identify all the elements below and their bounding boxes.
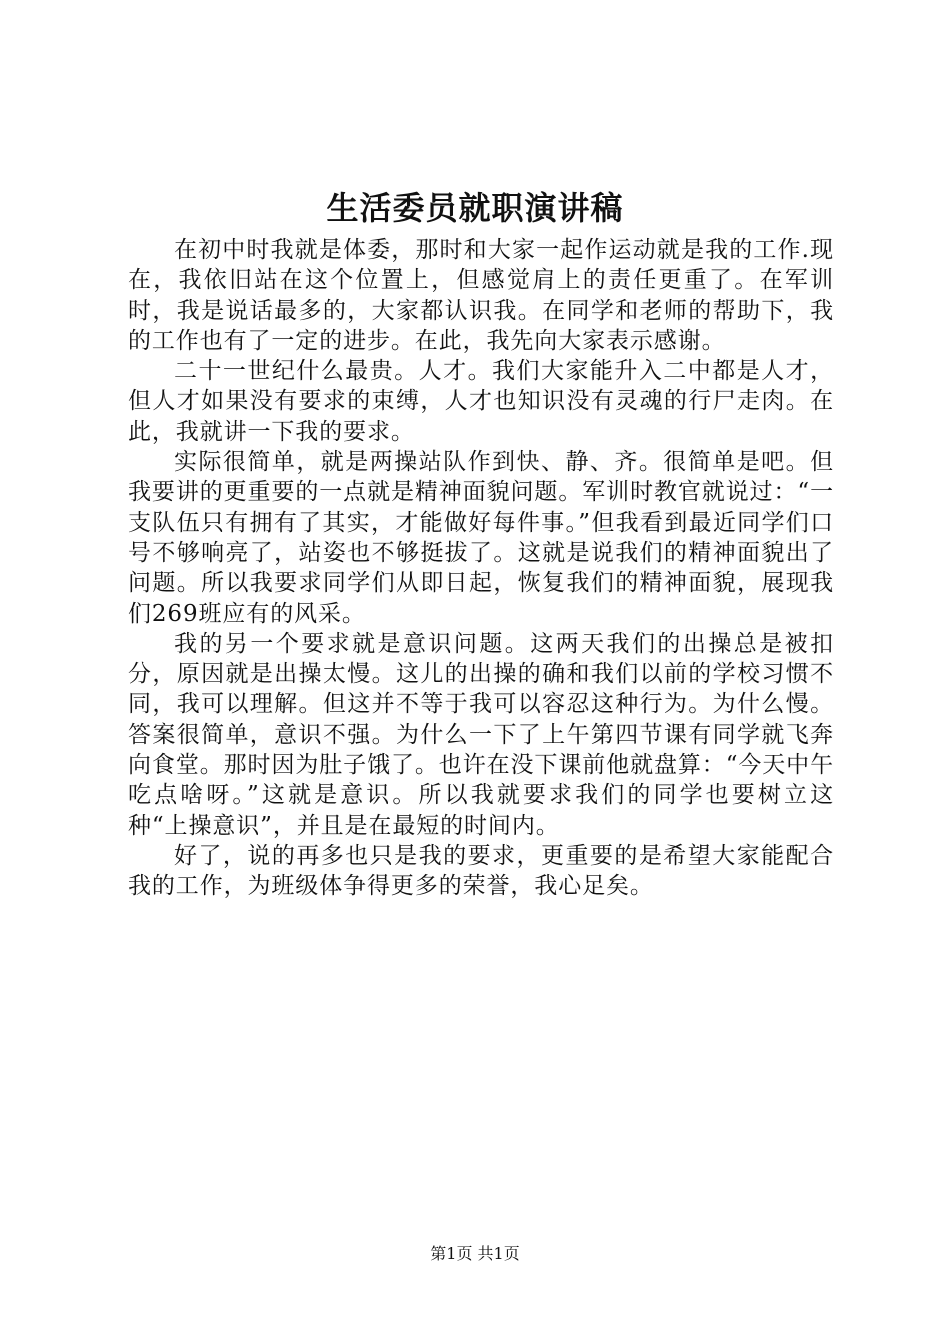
page-footer: 第1页 共1页 bbox=[430, 1244, 520, 1263]
paragraph-5: 好了，说的再多也只是我的要求，更重要的是希望大家能配合我的工作，为班级体争得更多的荣誉，我心足矣。 bbox=[128, 842, 834, 900]
paragraph-2: 二十一世纪什么最贵。人才。我们大家能升入二中都是人才，但人才如果没有要求的束缚，人才也知识没有灵魂的行尸走肉。在此，我就讲一下我的要求。 bbox=[128, 358, 834, 445]
paragraph-1: 在初中时我就是体委，那时和大家一起作运动就是我的工作.现在，我依旧站在这个位置上，但感觉肩上的责任更重了。在军训时，我是说话最多的，大家都认识我。在同学和老师的帮助下，我的工作也有了一定的进步。在此，我先向大家表示感谢。 bbox=[128, 237, 834, 354]
document-title: 生活委员就职演讲稿 bbox=[326, 189, 624, 227]
paragraph-3: 实际很简单，就是两操站队作到快、静、齐。很简单是吧。但我要讲的更重要的一点就是精神面貌问题。军训时教官就说过：“一支队伍只有拥有了其实，才能做好每件事。”但我看到最近同学们口号不够响亮了，站姿也不够挺拔了。这就是说我们的精神面貌出了问题。所以我要求同学们从即日起，恢复我们的精神面貌，展现我们269班应有的风采。 bbox=[128, 449, 834, 627]
paragraph-4: 我的另一个要求就是意识问题。这两天我们的出操总是被扣分，原因就是出操太慢。这儿的出操的确和我们以前的学校习惯不同，我可以理解。但这并不等于我可以容忍这种行为。为什么慢。答案很简单，意识不强。为什么一下了上午第四节课有同学就飞奔向食堂。那时因为肚子饿了。也许在没下课前他就盘算：“今天中午吃点啥呀。”这就是意识。所以我就要求我们的同学也要树立这种“上操意识”，并且是在最短的时间内。 bbox=[128, 630, 834, 839]
document-body bbox=[128, 235, 834, 902]
